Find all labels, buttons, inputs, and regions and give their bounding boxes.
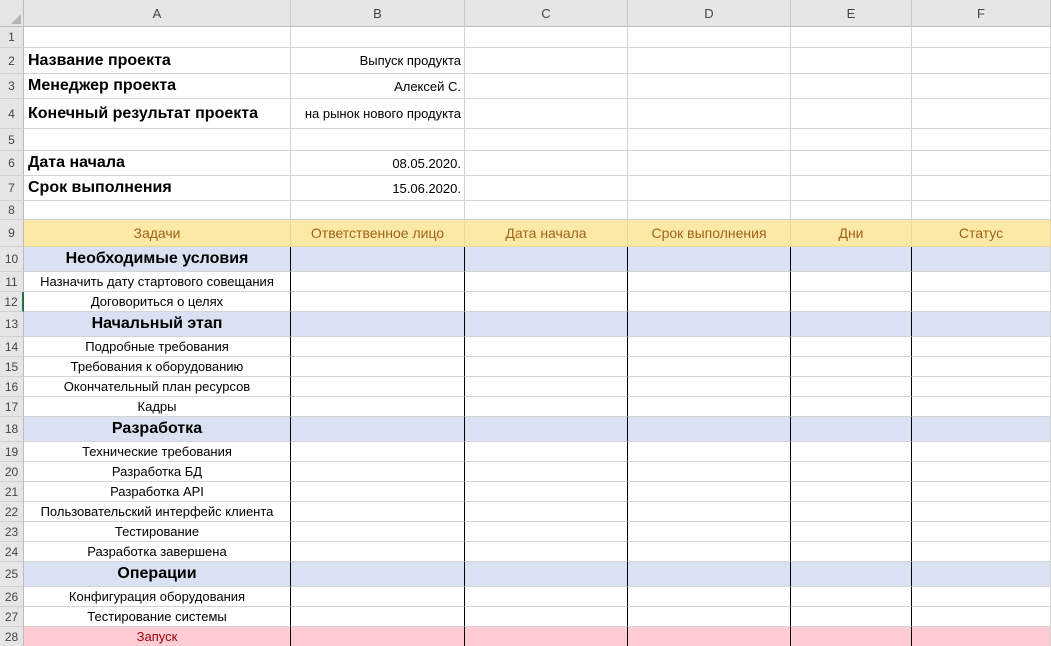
cell-d19[interactable] [628, 442, 791, 462]
column-header-b[interactable]: B [291, 0, 465, 27]
cell-e7[interactable] [791, 176, 912, 201]
column-header-d[interactable]: D [628, 0, 791, 27]
project-label-manager[interactable]: Менеджер проекта [24, 74, 291, 99]
row-header-25[interactable]: 25 [0, 562, 24, 587]
cell-c22[interactable] [465, 502, 628, 522]
cell-c4[interactable] [465, 99, 628, 129]
cell-f6[interactable] [912, 151, 1051, 176]
cell-e17[interactable] [791, 397, 912, 417]
row-header-7[interactable]: 7 [0, 176, 24, 201]
cell-c17[interactable] [465, 397, 628, 417]
cell-d11[interactable] [628, 272, 791, 292]
cell-e19[interactable] [791, 442, 912, 462]
cell-b16[interactable] [291, 377, 465, 397]
cell-b17[interactable] [291, 397, 465, 417]
cell-c14[interactable] [465, 337, 628, 357]
row-header-26[interactable]: 26 [0, 587, 24, 607]
cell-e1[interactable] [791, 27, 912, 48]
row-header-10[interactable]: 10 [0, 247, 24, 272]
row-header-12[interactable]: 12 [0, 292, 24, 312]
cell-b23[interactable] [291, 522, 465, 542]
task-category[interactable]: Разработка [24, 417, 291, 442]
cell-e22[interactable] [791, 502, 912, 522]
task-name[interactable]: Разработка API [24, 482, 291, 502]
cell-e24[interactable] [791, 542, 912, 562]
row-header-27[interactable]: 27 [0, 607, 24, 627]
row-header-22[interactable]: 22 [0, 502, 24, 522]
cell-c28[interactable] [465, 627, 628, 646]
cell-b28[interactable] [291, 627, 465, 646]
cell-d28[interactable] [628, 627, 791, 646]
row-header-13[interactable]: 13 [0, 312, 24, 337]
row-header-2[interactable]: 2 [0, 48, 24, 74]
row-header-1[interactable]: 1 [0, 27, 24, 48]
cell-d6[interactable] [628, 151, 791, 176]
cell-e10[interactable] [791, 247, 912, 272]
cell-d13[interactable] [628, 312, 791, 337]
cell-c3[interactable] [465, 74, 628, 99]
cell-c20[interactable] [465, 462, 628, 482]
milestone-task[interactable]: Запуск [24, 627, 291, 646]
task-name[interactable]: Требования к оборудованию [24, 357, 291, 377]
cell-d15[interactable] [628, 357, 791, 377]
cell-c7[interactable] [465, 176, 628, 201]
project-value-result[interactable]: на рынок нового продукта [291, 99, 465, 129]
cell-b14[interactable] [291, 337, 465, 357]
column-header-f[interactable]: F [912, 0, 1051, 27]
row-header-9[interactable]: 9 [0, 220, 24, 247]
cell-d21[interactable] [628, 482, 791, 502]
cell-f8[interactable] [912, 201, 1051, 220]
cell-f13[interactable] [912, 312, 1051, 337]
cell-f11[interactable] [912, 272, 1051, 292]
column-header-c[interactable]: C [465, 0, 628, 27]
project-label-name[interactable]: Название проекта [24, 48, 291, 74]
row-header-21[interactable]: 21 [0, 482, 24, 502]
cell-f14[interactable] [912, 337, 1051, 357]
cell-e6[interactable] [791, 151, 912, 176]
row-header-5[interactable]: 5 [0, 129, 24, 151]
table-header-2[interactable]: Ответственное лицо [291, 220, 465, 247]
cell-e28[interactable] [791, 627, 912, 646]
cell-c27[interactable] [465, 607, 628, 627]
cell-f5[interactable] [912, 129, 1051, 151]
cell-e2[interactable] [791, 48, 912, 74]
row-header-18[interactable]: 18 [0, 417, 24, 442]
cell-f12[interactable] [912, 292, 1051, 312]
cell-d4[interactable] [628, 99, 791, 129]
project-label-start[interactable]: Дата начала [24, 151, 291, 176]
cell-d5[interactable] [628, 129, 791, 151]
row-header-8[interactable]: 8 [0, 201, 24, 220]
project-value-manager[interactable]: Алексей С. [291, 74, 465, 99]
project-label-deadline[interactable]: Срок выполнения [24, 176, 291, 201]
cell-c2[interactable] [465, 48, 628, 74]
cell-c16[interactable] [465, 377, 628, 397]
cell-f20[interactable] [912, 462, 1051, 482]
project-value-name[interactable]: Выпуск продукта [291, 48, 465, 74]
cell-a8[interactable] [24, 201, 291, 220]
cell-c10[interactable] [465, 247, 628, 272]
cell-b12[interactable] [291, 292, 465, 312]
task-name[interactable]: Тестирование системы [24, 607, 291, 627]
task-name[interactable]: Разработка БД [24, 462, 291, 482]
cell-a5[interactable] [24, 129, 291, 151]
task-name[interactable]: Конфигурация оборудования [24, 587, 291, 607]
cell-c26[interactable] [465, 587, 628, 607]
cell-e8[interactable] [791, 201, 912, 220]
task-name[interactable]: Разработка завершена [24, 542, 291, 562]
task-category[interactable]: Начальный этап [24, 312, 291, 337]
cell-c19[interactable] [465, 442, 628, 462]
cell-d3[interactable] [628, 74, 791, 99]
cell-b24[interactable] [291, 542, 465, 562]
cell-b11[interactable] [291, 272, 465, 292]
cell-c25[interactable] [465, 562, 628, 587]
cell-c1[interactable] [465, 27, 628, 48]
cell-c24[interactable] [465, 542, 628, 562]
cell-b18[interactable] [291, 417, 465, 442]
row-header-23[interactable]: 23 [0, 522, 24, 542]
cell-b21[interactable] [291, 482, 465, 502]
task-name[interactable]: Пользовательский интерфейс клиента [24, 502, 291, 522]
cell-d18[interactable] [628, 417, 791, 442]
row-header-3[interactable]: 3 [0, 74, 24, 99]
cell-b15[interactable] [291, 357, 465, 377]
cell-d14[interactable] [628, 337, 791, 357]
table-header-4[interactable]: Срок выполнения [628, 220, 791, 247]
cell-f2[interactable] [912, 48, 1051, 74]
cell-a1[interactable] [24, 27, 291, 48]
cell-f4[interactable] [912, 99, 1051, 129]
task-name[interactable]: Кадры [24, 397, 291, 417]
column-header-a[interactable]: A [24, 0, 291, 27]
row-header-14[interactable]: 14 [0, 337, 24, 357]
cell-f26[interactable] [912, 587, 1051, 607]
cell-d26[interactable] [628, 587, 791, 607]
select-all-corner[interactable] [0, 0, 24, 27]
cell-b13[interactable] [291, 312, 465, 337]
cell-e14[interactable] [791, 337, 912, 357]
cell-f18[interactable] [912, 417, 1051, 442]
cell-f10[interactable] [912, 247, 1051, 272]
cell-b5[interactable] [291, 129, 465, 151]
cell-f27[interactable] [912, 607, 1051, 627]
cell-f21[interactable] [912, 482, 1051, 502]
row-header-28[interactable]: 28 [0, 627, 24, 646]
cell-b27[interactable] [291, 607, 465, 627]
cell-f25[interactable] [912, 562, 1051, 587]
cell-c18[interactable] [465, 417, 628, 442]
cell-f28[interactable] [912, 627, 1051, 646]
cell-e25[interactable] [791, 562, 912, 587]
cell-c6[interactable] [465, 151, 628, 176]
cell-f15[interactable] [912, 357, 1051, 377]
cell-f16[interactable] [912, 377, 1051, 397]
cell-f19[interactable] [912, 442, 1051, 462]
cell-c23[interactable] [465, 522, 628, 542]
project-value-deadline[interactable]: 15.06.2020. [291, 176, 465, 201]
cell-d2[interactable] [628, 48, 791, 74]
cell-e13[interactable] [791, 312, 912, 337]
cell-c13[interactable] [465, 312, 628, 337]
cell-d27[interactable] [628, 607, 791, 627]
cell-b22[interactable] [291, 502, 465, 522]
cell-b19[interactable] [291, 442, 465, 462]
cell-f17[interactable] [912, 397, 1051, 417]
cell-e4[interactable] [791, 99, 912, 129]
table-header-1[interactable]: Задачи [24, 220, 291, 247]
row-header-11[interactable]: 11 [0, 272, 24, 292]
cell-b26[interactable] [291, 587, 465, 607]
cell-e26[interactable] [791, 587, 912, 607]
cell-d1[interactable] [628, 27, 791, 48]
row-header-4[interactable]: 4 [0, 99, 24, 129]
cell-f23[interactable] [912, 522, 1051, 542]
cell-d7[interactable] [628, 176, 791, 201]
table-header-5[interactable]: Дни [791, 220, 912, 247]
cell-d20[interactable] [628, 462, 791, 482]
cell-f3[interactable] [912, 74, 1051, 99]
cell-e23[interactable] [791, 522, 912, 542]
row-header-6[interactable]: 6 [0, 151, 24, 176]
cell-e12[interactable] [791, 292, 912, 312]
task-name[interactable]: Технические требования [24, 442, 291, 462]
cell-b10[interactable] [291, 247, 465, 272]
project-value-start[interactable]: 08.05.2020. [291, 151, 465, 176]
cell-e16[interactable] [791, 377, 912, 397]
cell-c12[interactable] [465, 292, 628, 312]
select-all-triangle-icon [11, 14, 21, 24]
cell-e20[interactable] [791, 462, 912, 482]
task-name[interactable]: Подробные требования [24, 337, 291, 357]
row-header-24[interactable]: 24 [0, 542, 24, 562]
row-header-19[interactable]: 19 [0, 442, 24, 462]
row-header-20[interactable]: 20 [0, 462, 24, 482]
cell-b20[interactable] [291, 462, 465, 482]
cell-d17[interactable] [628, 397, 791, 417]
cell-e15[interactable] [791, 357, 912, 377]
cell-f24[interactable] [912, 542, 1051, 562]
cell-d10[interactable] [628, 247, 791, 272]
row-header-17[interactable]: 17 [0, 397, 24, 417]
cell-b25[interactable] [291, 562, 465, 587]
row-header-16[interactable]: 16 [0, 377, 24, 397]
task-category[interactable]: Необходимые условия [24, 247, 291, 272]
task-name[interactable]: Тестирование [24, 522, 291, 542]
cell-c8[interactable] [465, 201, 628, 220]
cell-e27[interactable] [791, 607, 912, 627]
cell-e11[interactable] [791, 272, 912, 292]
table-header-6[interactable]: Статус [912, 220, 1051, 247]
task-name[interactable]: Окончательный план ресурсов [24, 377, 291, 397]
cell-c11[interactable] [465, 272, 628, 292]
cell-e21[interactable] [791, 482, 912, 502]
cell-d24[interactable] [628, 542, 791, 562]
cell-b1[interactable] [291, 27, 465, 48]
column-header-e[interactable]: E [791, 0, 912, 27]
cell-f22[interactable] [912, 502, 1051, 522]
cell-c15[interactable] [465, 357, 628, 377]
cell-f1[interactable] [912, 27, 1051, 48]
cell-d8[interactable] [628, 201, 791, 220]
cell-d12[interactable] [628, 292, 791, 312]
cell-f7[interactable] [912, 176, 1051, 201]
task-category[interactable]: Операции [24, 562, 291, 587]
cell-b8[interactable] [291, 201, 465, 220]
task-name[interactable]: Назначить дату стартового совещания [24, 272, 291, 292]
table-header-3[interactable]: Дата начала [465, 220, 628, 247]
cell-d16[interactable] [628, 377, 791, 397]
cell-c21[interactable] [465, 482, 628, 502]
task-name[interactable]: Договориться о целях [24, 292, 291, 312]
cell-e5[interactable] [791, 129, 912, 151]
cell-d25[interactable] [628, 562, 791, 587]
row-header-15[interactable]: 15 [0, 357, 24, 377]
cell-c5[interactable] [465, 129, 628, 151]
cell-e3[interactable] [791, 74, 912, 99]
cell-d22[interactable] [628, 502, 791, 522]
cell-e18[interactable] [791, 417, 912, 442]
cell-d23[interactable] [628, 522, 791, 542]
project-label-result[interactable]: Конечный результат проекта [24, 99, 291, 129]
